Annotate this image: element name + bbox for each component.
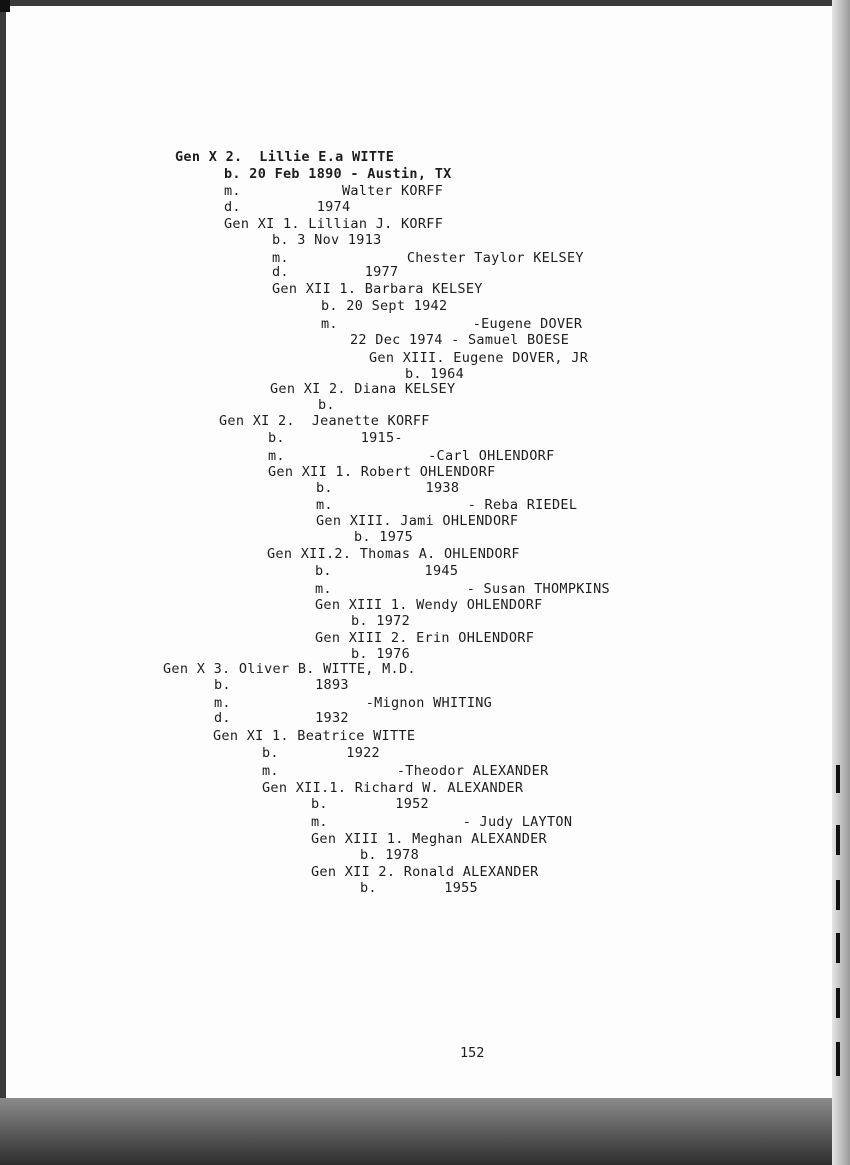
binder-edge <box>832 0 850 1165</box>
genealogy-line: b. 1972 <box>351 613 410 629</box>
binder-hole-mark <box>836 825 840 855</box>
genealogy-line: b. 1893 <box>214 677 349 693</box>
genealogy-line: b. 1976 <box>351 646 410 662</box>
genealogy-line: Gen XIII. Eugene DOVER, JR <box>369 350 589 366</box>
genealogy-line: m. - Reba RIEDEL <box>316 497 578 513</box>
genealogy-line: Gen XIII 1. Meghan ALEXANDER <box>311 831 547 847</box>
genealogy-line: Gen XI 1. Beatrice WITTE <box>213 728 416 744</box>
genealogy-line: b. 20 Feb 1890 - Austin, TX <box>224 166 452 182</box>
genealogy-line: m. Chester Taylor KELSEY <box>272 250 584 266</box>
genealogy-line: m. -Eugene DOVER <box>321 316 583 332</box>
genealogy-line: b. 1978 <box>360 847 419 863</box>
genealogy-line: b. <box>318 397 335 413</box>
page-shadow <box>0 1098 850 1165</box>
binder-hole-mark <box>836 880 840 910</box>
genealogy-line: b. 1952 <box>311 796 429 812</box>
genealogy-line: Gen XI 2. Jeanette KORFF <box>219 413 430 429</box>
genealogy-line: b. 20 Sept 1942 <box>321 298 448 314</box>
genealogy-line: b. 1964 <box>405 366 464 382</box>
genealogy-line: b. 1955 <box>360 880 478 896</box>
genealogy-line: Gen XIII 1. Wendy OHLENDORF <box>315 597 543 613</box>
genealogy-line: d. 1977 <box>272 264 399 280</box>
genealogy-line: b. 1922 <box>262 745 380 761</box>
genealogy-line: m. -Theodor ALEXANDER <box>262 763 549 779</box>
binder-hole-mark <box>836 765 840 793</box>
genealogy-line: b. 1938 <box>316 480 460 496</box>
genealogy-line: m. - Judy LAYTON <box>311 814 573 830</box>
binder-hole-mark <box>836 933 840 963</box>
genealogy-line: Gen X 3. Oliver B. WITTE, M.D. <box>163 661 416 677</box>
genealogy-line: Gen XII 2. Ronald ALEXANDER <box>311 864 539 880</box>
genealogy-line: Gen XII 1. Barbara KELSEY <box>272 281 483 297</box>
genealogy-line: Gen XI 2. Diana KELSEY <box>270 381 456 397</box>
genealogy-line: d. 1932 <box>214 710 349 726</box>
genealogy-line: m. Walter KORFF <box>224 183 444 199</box>
genealogy-line: b. 1915- <box>268 430 403 446</box>
genealogy-line: b. 3 Nov 1913 <box>272 232 382 248</box>
genealogy-line: 22 Dec 1974 - Samuel BOESE <box>350 332 570 348</box>
genealogy-line: m. -Mignon WHITING <box>214 695 493 711</box>
genealogy-line: Gen XII 1. Robert OHLENDORF <box>268 464 496 480</box>
genealogy-line: m. - Susan THOMPKINS <box>315 581 610 597</box>
genealogy-line: d. 1974 <box>224 199 351 215</box>
page-number: 152 <box>460 1045 485 1061</box>
genealogy-line: Gen XII.2. Thomas A. OHLENDORF <box>267 546 520 562</box>
genealogy-line: b. 1975 <box>354 529 413 545</box>
genealogy-line: b. 1945 <box>315 563 459 579</box>
genealogy-line: m. -Carl OHLENDORF <box>268 448 555 464</box>
scan-corner-mark <box>0 0 10 12</box>
binder-hole-mark <box>836 988 840 1018</box>
genealogy-line: Gen XII.1. Richard W. ALEXANDER <box>262 780 524 796</box>
genealogy-line: Gen X 2. Lillie E.a WITTE <box>175 149 395 165</box>
genealogy-line: Gen XIII. Jami OHLENDORF <box>316 513 519 529</box>
genealogy-line: Gen XI 1. Lillian J. KORFF <box>224 216 444 232</box>
genealogy-line: Gen XIII 2. Erin OHLENDORF <box>315 630 535 646</box>
binder-hole-mark <box>836 1042 840 1076</box>
